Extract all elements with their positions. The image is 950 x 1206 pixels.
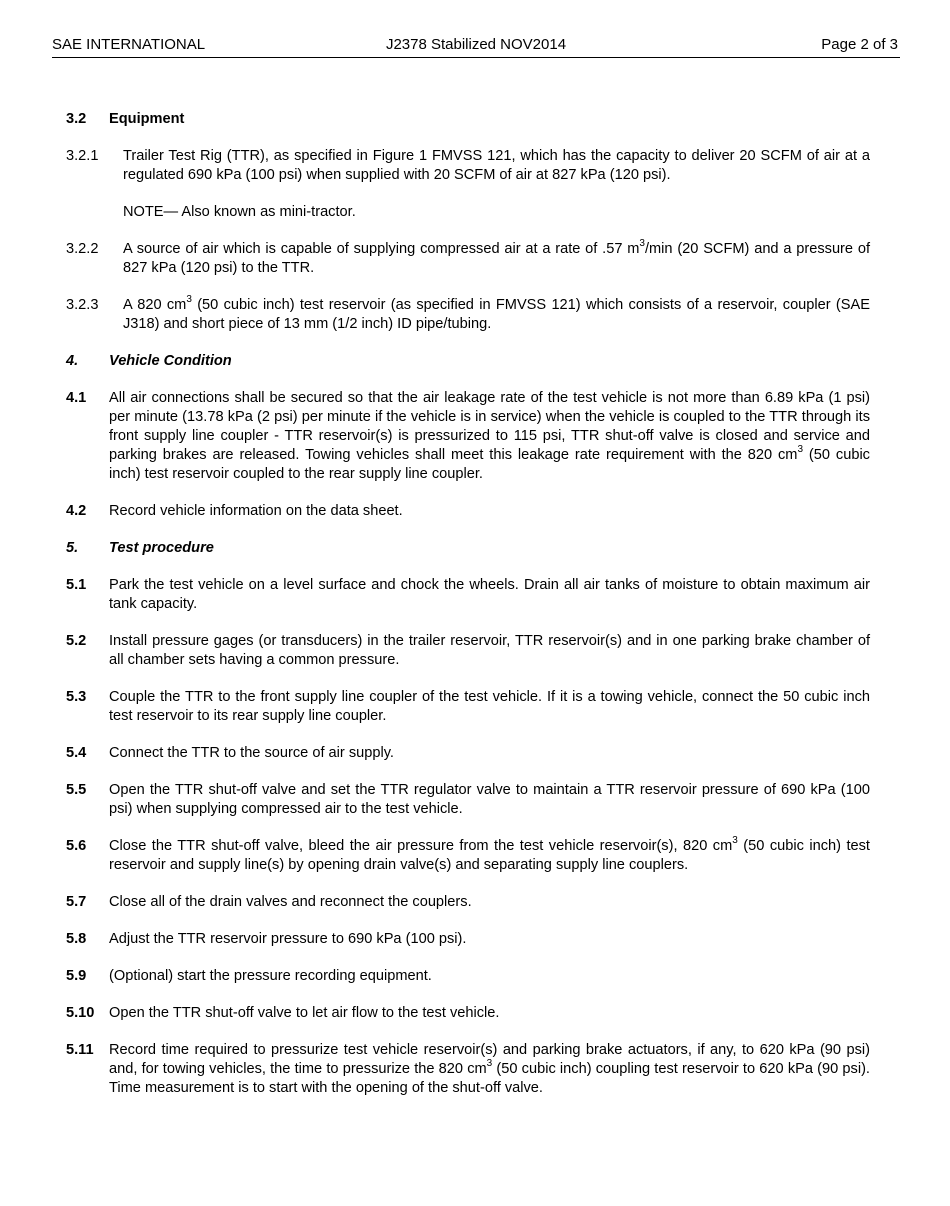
paragraph-number: 5.10 — [66, 1005, 95, 1021]
paragraph-5-10 — [66, 1004, 870, 1023]
text-part: /min (20 SCFM) and a pressure of 827 kPa (120 psi) to the TTR. — [123, 241, 870, 276]
paragraph-text: Open the TTR shut-off valve to let air flow to the test vehicle. — [109, 1005, 500, 1021]
paragraph-5-1 — [66, 576, 870, 614]
section-title: Test procedure — [109, 540, 214, 556]
paragraph-number: 3.2.1 — [66, 148, 99, 164]
text-part: (50 cubic inch) test reservoir coupled to the rear supply line coupler. — [109, 447, 870, 482]
section-3-2-heading — [66, 110, 870, 129]
text-part: All air connections shall be secured so that the air leakage rate of the test vehicle is not more than 6.89 kPa (1 psi) per minute (13.78 kPa (2 psi) per minute if the vehicle is in service) when the vehicle is coupled to the TTR through its front supply line coupler - TTR reservoir(s) is pressurized to 115 psi, TTR shut-off valve is closed and service and parking brakes are released. Towing vehicles shall meet this leakage rate requirement with the 820 cm — [109, 390, 870, 463]
paragraph-text: Open the TTR shut-off valve and set the TTR regulator valve to maintain a TTR reservoir pressure of 690 kPa (100 psi) when supplying compressed air to the test vehicle. — [109, 782, 870, 817]
document-body — [66, 110, 870, 1098]
paragraph-number: 4.2 — [66, 503, 87, 519]
paragraph-number: 5.3 — [66, 689, 87, 705]
paragraph-text — [123, 296, 870, 334]
page-header — [52, 35, 900, 58]
paragraph-text: Record vehicle information on the data sheet. — [109, 503, 403, 519]
text-part: Record time required to pressurize test vehicle reservoir(s) and parking brake actuators, if any, to 620 kPa (90 psi) and, for towing vehicles, the time to pressurize the 820 cm — [109, 1042, 870, 1077]
paragraph-5-5 — [66, 781, 870, 819]
paragraph-number: 3.2.3 — [66, 297, 99, 313]
text-part: (50 cubic inch) test reservoir (as specified in FMVSS 121) which consists of a reservoir, coupler (SAE J318) and short piece of 13 mm (1/2 inch) ID pipe/tubing. — [123, 297, 870, 332]
header-document-id: J2378 Stabilized NOV2014 — [385, 36, 567, 53]
paragraph-text: (Optional) start the pressure recording equipment. — [109, 968, 432, 984]
paragraph-3-2-1 — [66, 147, 870, 185]
section-number: 3.2 — [66, 111, 87, 127]
header-publisher: SAE INTERNATIONAL — [52, 36, 206, 53]
paragraph-text — [109, 1041, 870, 1098]
section-title: Equipment — [109, 111, 185, 127]
paragraph-3-2-2 — [66, 240, 870, 278]
paragraph-5-3 — [66, 688, 870, 726]
paragraph-number: 5.7 — [66, 894, 87, 910]
paragraph-3-2-3 — [66, 296, 870, 334]
paragraph-4-2 — [66, 502, 870, 521]
paragraph-5-6 — [66, 837, 870, 875]
paragraph-text: Adjust the TTR reservoir pressure to 690 kPa (100 psi). — [109, 931, 467, 947]
paragraph-5-11 — [66, 1041, 870, 1098]
section-number: 4. — [66, 353, 79, 369]
paragraph-number: 5.5 — [66, 782, 87, 798]
text-part: A 820 cm — [123, 297, 187, 313]
paragraph-number: 5.6 — [66, 838, 87, 854]
paragraph-5-2 — [66, 632, 870, 670]
section-title: Vehicle Condition — [109, 353, 232, 369]
paragraph-5-9 — [66, 967, 870, 986]
paragraph-number: 5.9 — [66, 968, 87, 984]
header-page-number: Page 2 of 3 — [821, 36, 898, 53]
paragraph-text: Close all of the drain valves and reconnect the couplers. — [109, 894, 472, 910]
section-4-heading — [66, 352, 870, 371]
paragraph-text: Install pressure gages (or transducers) in the trailer reservoir, TTR reservoir(s) and in one parking brake chamber of all chamber sets having a common pressure. — [109, 633, 870, 668]
paragraph-text: Trailer Test Rig (TTR), as specified in Figure 1 FMVSS 121, which has the capacity to deliver 20 SCFM of air at a regulated 690 kPa (100 psi) when supplied with 20 SCFM of air at 827 kPa (120 psi). — [123, 148, 870, 183]
paragraph-number: 5.2 — [66, 633, 87, 649]
paragraph-number: 5.11 — [66, 1042, 94, 1058]
paragraph-number: 5.8 — [66, 931, 87, 947]
superscript: 3 — [486, 1058, 493, 1070]
paragraph-text: Park the test vehicle on a level surface and chock the wheels. Drain all air tanks of moisture to obtain maximum air tank capacity. — [109, 577, 870, 612]
text-part: A source of air which is capable of supplying compressed air at a rate of .57 m — [123, 241, 640, 257]
paragraph-text — [109, 837, 870, 875]
paragraph-text: Connect the TTR to the source of air supply. — [109, 745, 394, 761]
paragraph-5-8 — [66, 930, 870, 949]
text-part: (50 cubic inch) coupling test reservoir to 620 kPa (90 psi). Time measurement is to start with the opening of the shut-off valve. — [109, 1061, 870, 1096]
paragraph-text — [109, 389, 870, 484]
paragraph-text: Couple the TTR to the front supply line coupler of the test vehicle. If it is a towing vehicle, connect the 50 cubic inch test reservoir to its rear supply line coupler. — [109, 689, 870, 724]
paragraph-number: 3.2.2 — [66, 241, 99, 257]
superscript: 3 — [732, 835, 738, 847]
superscript: 3 — [639, 238, 645, 250]
text-part: (50 cubic inch) test reservoir and supply line(s) by opening drain valve(s) and separating supply line couplers. — [109, 838, 870, 873]
paragraph-5-7 — [66, 893, 870, 912]
paragraph-5-4 — [66, 744, 870, 763]
paragraph-number: 4.1 — [66, 390, 87, 406]
text-part: Close the TTR shut-off valve, bleed the air pressure from the test vehicle reservoir(s), 820 cm — [109, 838, 733, 854]
superscript: 3 — [186, 294, 192, 306]
paragraph-number: 5.4 — [66, 745, 87, 761]
section-5-heading — [66, 539, 870, 558]
paragraph-text — [123, 240, 870, 278]
superscript: 3 — [797, 444, 804, 456]
section-number: 5. — [66, 540, 79, 556]
paragraph-number: 5.1 — [66, 577, 87, 593]
paragraph-4-1 — [66, 389, 870, 484]
note-3-2-1: NOTE— Also known as mini-tractor. — [123, 204, 356, 220]
